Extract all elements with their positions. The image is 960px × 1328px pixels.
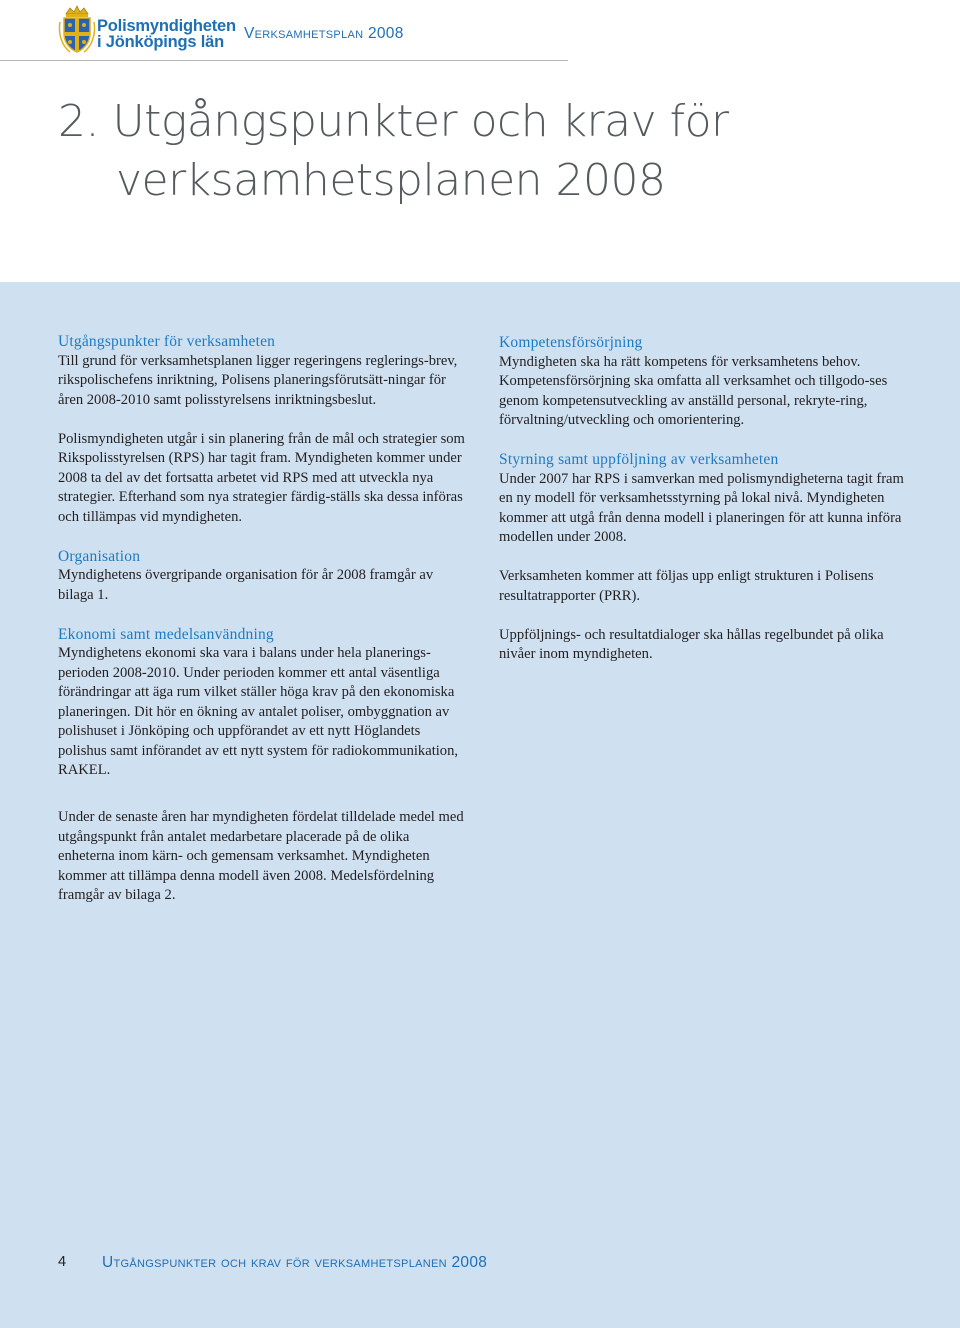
header-divider: [0, 60, 568, 61]
paragraph: Uppföljnings- och resultatdialoger ska hållas regelbundet på olika nivåer inom myndigheten.: [499, 626, 884, 662]
paragraph: Under 2007 har RPS i samverkan med polismyndigheterna tagit fram en ny modell för verksamhetsstyrning på lokal nivå. Myndigheten kommer att utgå från denna modell i planeringen för att kunna införa modellen under 2008.: [499, 470, 904, 545]
section-heading-styrning: Styrning samt uppföljning av verksamheten: [499, 451, 779, 468]
right-column: [499, 333, 919, 665]
organization-name-line2: i Jönköpings län: [97, 33, 224, 51]
section-heading-kompetensforsorjning: Kompetensförsörjning: [499, 334, 643, 351]
organization-name-line1: Polismyndigheten: [97, 17, 236, 35]
paragraph: Myndighetens ekonomi ska vara i balans under hela planerings-perioden 2008-2010. Under perioden kommer ett antal väsentliga förändringar att äga rum vilket ställer höga krav på den ekonomiska planeringen. Dit hör en ökning av antalet poliser, ombyggnation av polishuset i Jönköping och uppförandet av ett nytt Höglandets polishus samt införandet av ett nytt system för radiokommunikation, RAKEL.: [58, 645, 459, 778]
page-title: [58, 92, 878, 210]
section-heading-utgangspunkter: Utgångspunkter för verksamheten: [58, 333, 276, 350]
paragraph: Verksamheten kommer att följas upp enligt strukturen i Polisens resultatrapporter (PRR).: [499, 568, 874, 604]
page-number: 4: [58, 1254, 67, 1270]
page-title-line1: 2. Utgångspunkter och krav för: [58, 96, 729, 147]
left-column-continued: [58, 808, 468, 906]
left-column: [58, 332, 468, 781]
paragraph: Under de senaste åren har myndigheten fördelat tilldelade medel med utgångspunkt från antalet medarbetare placerade på de olika enheterna inom kärn- och gemensam verksamhet. Myndigheten kommer att tillämpa denna modell även 2008. Medelsfördelning framgår av bilaga 2.: [58, 809, 464, 903]
section-heading-organisation: Organisation: [58, 547, 141, 565]
organization-name: [97, 18, 236, 50]
paragraph: Myndigheten ska ha rätt kompetens för verksamhetens behov. Kompetensförsörjning ska omfatta all verksamhet och tillgodo-ses genom kompetensutveckling av anställd personal, rekryte-ring, förvaltning/utveckling och omorientering.: [499, 353, 888, 428]
paragraph: Till grund för verksamhetsplanen ligger regeringens reglerings-brev, rikspolischefens inriktning, Polisens planeringsförutsätt-ningar för åren 2008-2010 samt polisstyrelsens inriktningsbeslut.: [58, 352, 458, 408]
paragraph: Polismyndigheten utgår i sin planering från de mål och strategier som Rikspolisstyrelsen (RPS) har tagit fram. Myndigheten kommer under 2008 ta del av det fortsatta arbetet vid RPS med att utveckla nya strategier. Efterhand som nya strategier färdig-ställs ska dessa införas och tillämpas vid myndigheten.: [58, 430, 465, 525]
page-footer: [58, 1254, 938, 1276]
page-header: [0, 0, 960, 62]
document-label: Verksamhetsplan 2008: [244, 25, 404, 42]
section-heading-ekonomi: Ekonomi samt medelsanvändning: [58, 625, 274, 643]
paragraph: Myndighetens övergripande organisation för år 2008 framgår av bilaga 1.: [58, 567, 434, 603]
police-coat-of-arms-logo: [58, 4, 96, 54]
footer-title: Utgångspunkter och krav för verksamhetsplanen 2008: [102, 1254, 488, 1271]
page-title-line2: verksamhetsplanen 2008: [116, 155, 666, 206]
